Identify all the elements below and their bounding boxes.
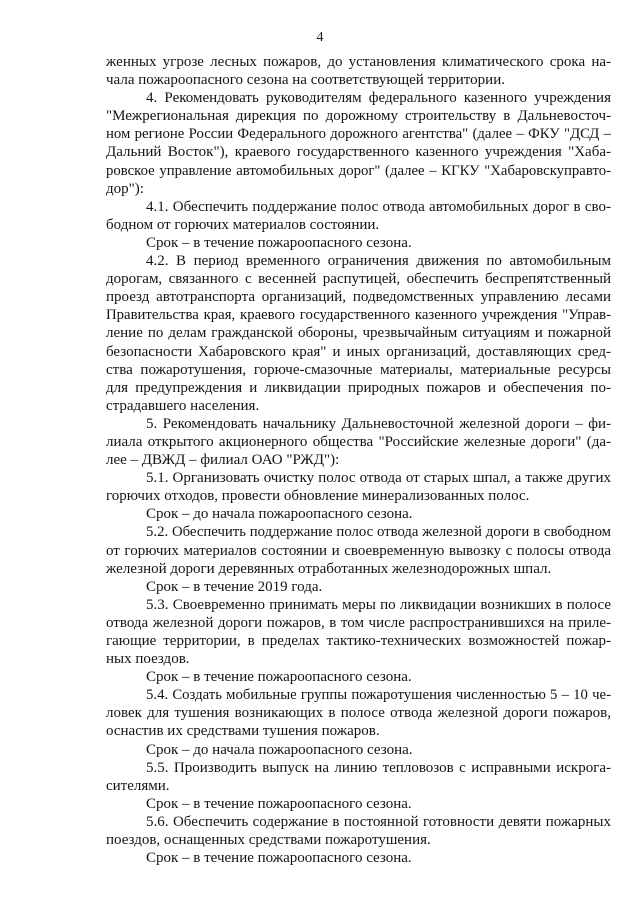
text-line: 4.2. В период временного ограничения движения по автомобильным [146,253,611,270]
text-line: 4.1. Обеспечить поддержание полос отвода автомобильных дорог в сво- [146,198,611,215]
text-line: гающие территории, в пределах тактико-технических возможностей пожар- [106,633,611,649]
text-line: лее – ДВЖД – филиал ОАО "РЖД"): [106,452,340,469]
text-line: горючих отходов, провести обновление минерализованных полос. [106,488,530,505]
text-line: Правительства края, краевого государственного казенного учреждения "Управ- [106,307,611,324]
text-line: Срок – в течение пожароопасного сезона. [146,669,412,686]
text-line: ных поездов. [106,651,190,668]
text-line: для предупреждения и ликвидации природных пожаров и обеспечения по- [106,379,611,396]
text-line: 5.5. Производить выпуск на линию тепловозов с исправными искрога- [146,759,611,776]
text-line: чала пожароопасного сезона на соответствующей территории. [106,72,505,89]
text-line: 5.1. Организовать очистку полос отвода от старых шпал, а также других [146,470,611,487]
text-line: проезд автотранспорта организаций, подведомственных управлению лесами [106,289,611,306]
text-line: сителями. [106,777,170,794]
text-line: ства пожаротушения, горюче-смазочные материалы, материальные ресурсы [106,361,611,378]
text-line: женных угрозе лесных пожаров, до установления климатического срока на- [106,54,611,70]
text-line: ровское управление автомобильных дорог" (далее – КГКУ "Хабаровскуправто- [106,162,611,179]
text-line: лиала открытого акционерного общества "Российские железные дороги" (да- [106,433,611,450]
text-line: Срок – в течение пожароопасного сезона. [146,850,412,867]
text-line: ление по делам гражданской обороны, чрезвычайным ситуациям и пожарной [106,325,611,342]
text-line: железной дороги деревянных отработанных железнодорожных шпал. [106,560,552,577]
page-number: 4 [316,30,324,45]
text-line: Дальний Восток"), краевого государственного казенного учреждения "Хаба- [106,144,611,161]
text-line: Срок – в течение пожароопасного сезона. [146,795,412,812]
text-line: 4. Рекомендовать руководителям федерального казенного учреждения [146,90,611,107]
text-line: Срок – до начала пожароопасного сезона. [146,506,413,523]
document-body [106,53,611,867]
text-line: поездов, оснащенных средствами пожаротушения. [106,832,431,849]
text-line: Срок – в течение 2019 года. [146,578,323,595]
text-line: дор"): [106,180,144,197]
text-line: 5.3. Своевременно принимать меры по ликвидации возникших в полосе [146,596,611,613]
text-line: 5.4. Создать мобильные группы пожаротушения численностью 5 – 10 че- [146,687,611,704]
text-line: 5. Рекомендовать начальнику Дальневосточной железной дороги – фи- [146,415,611,432]
text-line: Срок – до начала пожароопасного сезона. [146,741,413,758]
text-line: оснастив их средствами тушения пожаров. [106,723,380,740]
text-line: страдавшего населения. [106,397,260,414]
text-line: отвода железной дороги пожаров, в том числе распространившихся на приле- [106,614,611,631]
text-line: "Межрегиональная дирекция по дорожному строительству в Дальневосточ- [106,108,611,125]
text-line: дорогам, связанного с весенней распутицей, обеспечить беспрепятственный [106,271,611,288]
text-line: 5.2. Обеспечить поддержание полос отвода железной дороги в свободном [146,524,611,541]
text-line: от горючих материалов состоянии и своевременную вывозку с полосы отвода [106,542,611,559]
text-line: 5.6. Обеспечить содержание в постоянной готовности девяти пожарных [146,813,611,830]
text-line: бодном от горючих материалов состоянии. [106,216,380,233]
text-line: ном регионе России Федерального дорожного агентства" (далее – ФКУ "ДСД – [106,126,611,143]
text-line: ловек для тушения возникающих в полосе отвода железной дороги пожаров, [106,705,611,722]
text-line: Срок – в течение пожароопасного сезона. [146,234,412,251]
text-line: безопасности Хабаровского края" и иных организаций, доставляющих сред- [106,343,611,360]
